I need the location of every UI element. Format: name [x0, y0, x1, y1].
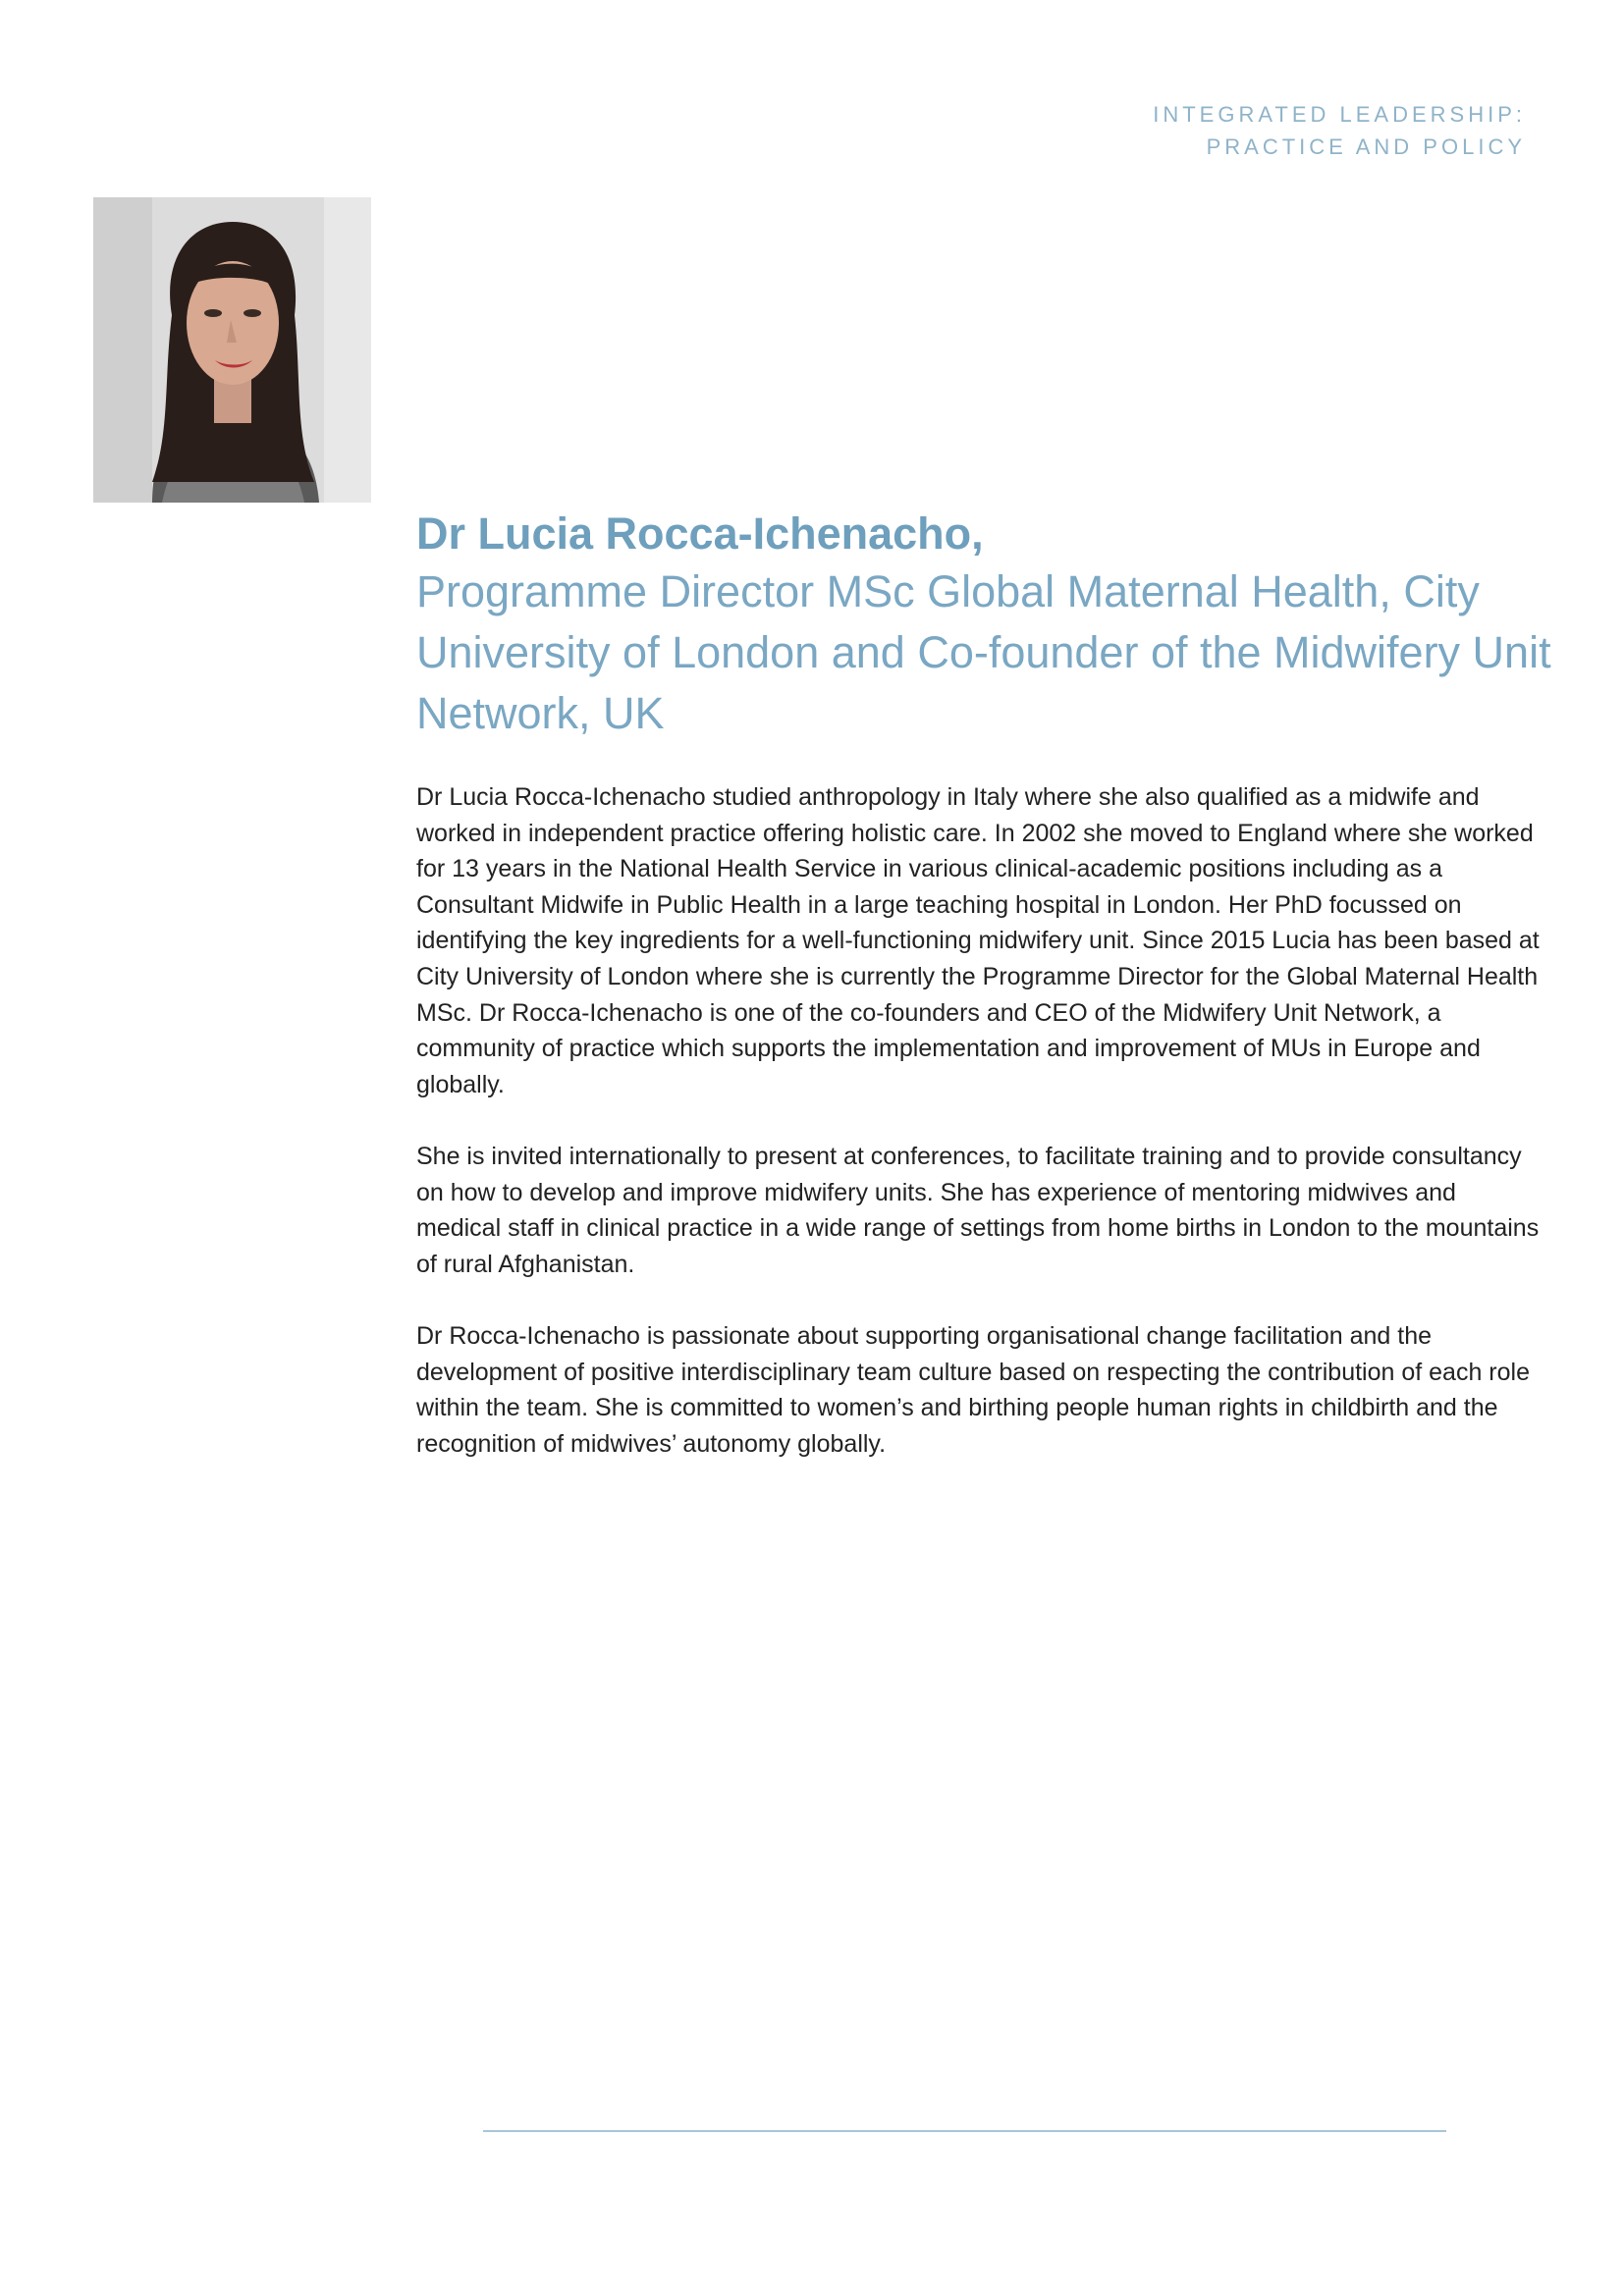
portrait-photo	[93, 197, 371, 503]
speaker-role: Programme Director MSc Global Maternal Health, City University of London and Co-founder of the Midwifery Unit Network, UK	[416, 566, 1551, 738]
running-header	[839, 98, 1526, 163]
running-header-line-2: PRACTICE AND POLICY	[1206, 134, 1526, 159]
bio-paragraph-1: Dr Lucia Rocca-Ichenacho studied anthropology in Italy where she also qualified as a midwife and worked in independent practice offering holistic care. In 2002 she moved to England where she worked for 13 years in the National Health Service in various clinical-academic positions including as a Consultant Midwife in Public Health in a large teaching hospital in London. Her PhD focussed on identifying the key ingredients for a well-functioning midwifery unit. Since 2015 Lucia has been based at City University of London where she is currently the Programme Director for the Global Maternal Health MSc. Dr Rocca-Ichenacho is one of the co-founders and CEO of the Midwifery Unit Network, a community of practice which supports the implementation and improvement of MUs in Europe and globally.	[416, 783, 1540, 1098]
bio-paragraph-2: She is invited internationally to present at conferences, to facilitate training and to provide consultancy on how to develop and improve midwifery units. She has experience of mentoring midwives and medical staff in clinical practice in a wide range of settings from home births in London to the mountains of rural Afghanistan.	[416, 1142, 1540, 1278]
running-header-line-1: INTEGRATED LEADERSHIP:	[1153, 102, 1526, 127]
biography	[416, 779, 1545, 1498]
speaker-heading	[416, 507, 1555, 744]
footer-divider	[483, 2130, 1446, 2132]
speaker-name: Dr Lucia Rocca-Ichenacho,	[416, 508, 984, 559]
bio-paragraph-3: Dr Rocca-Ichenacho is passionate about supporting organisational change facilitation and the development of positive interdisciplinary team culture based on respecting the contribution of each role within the team. She is committed to women’s and birthing people human rights in childbirth and the recognition of midwives’ autonomy globally.	[416, 1321, 1530, 1458]
